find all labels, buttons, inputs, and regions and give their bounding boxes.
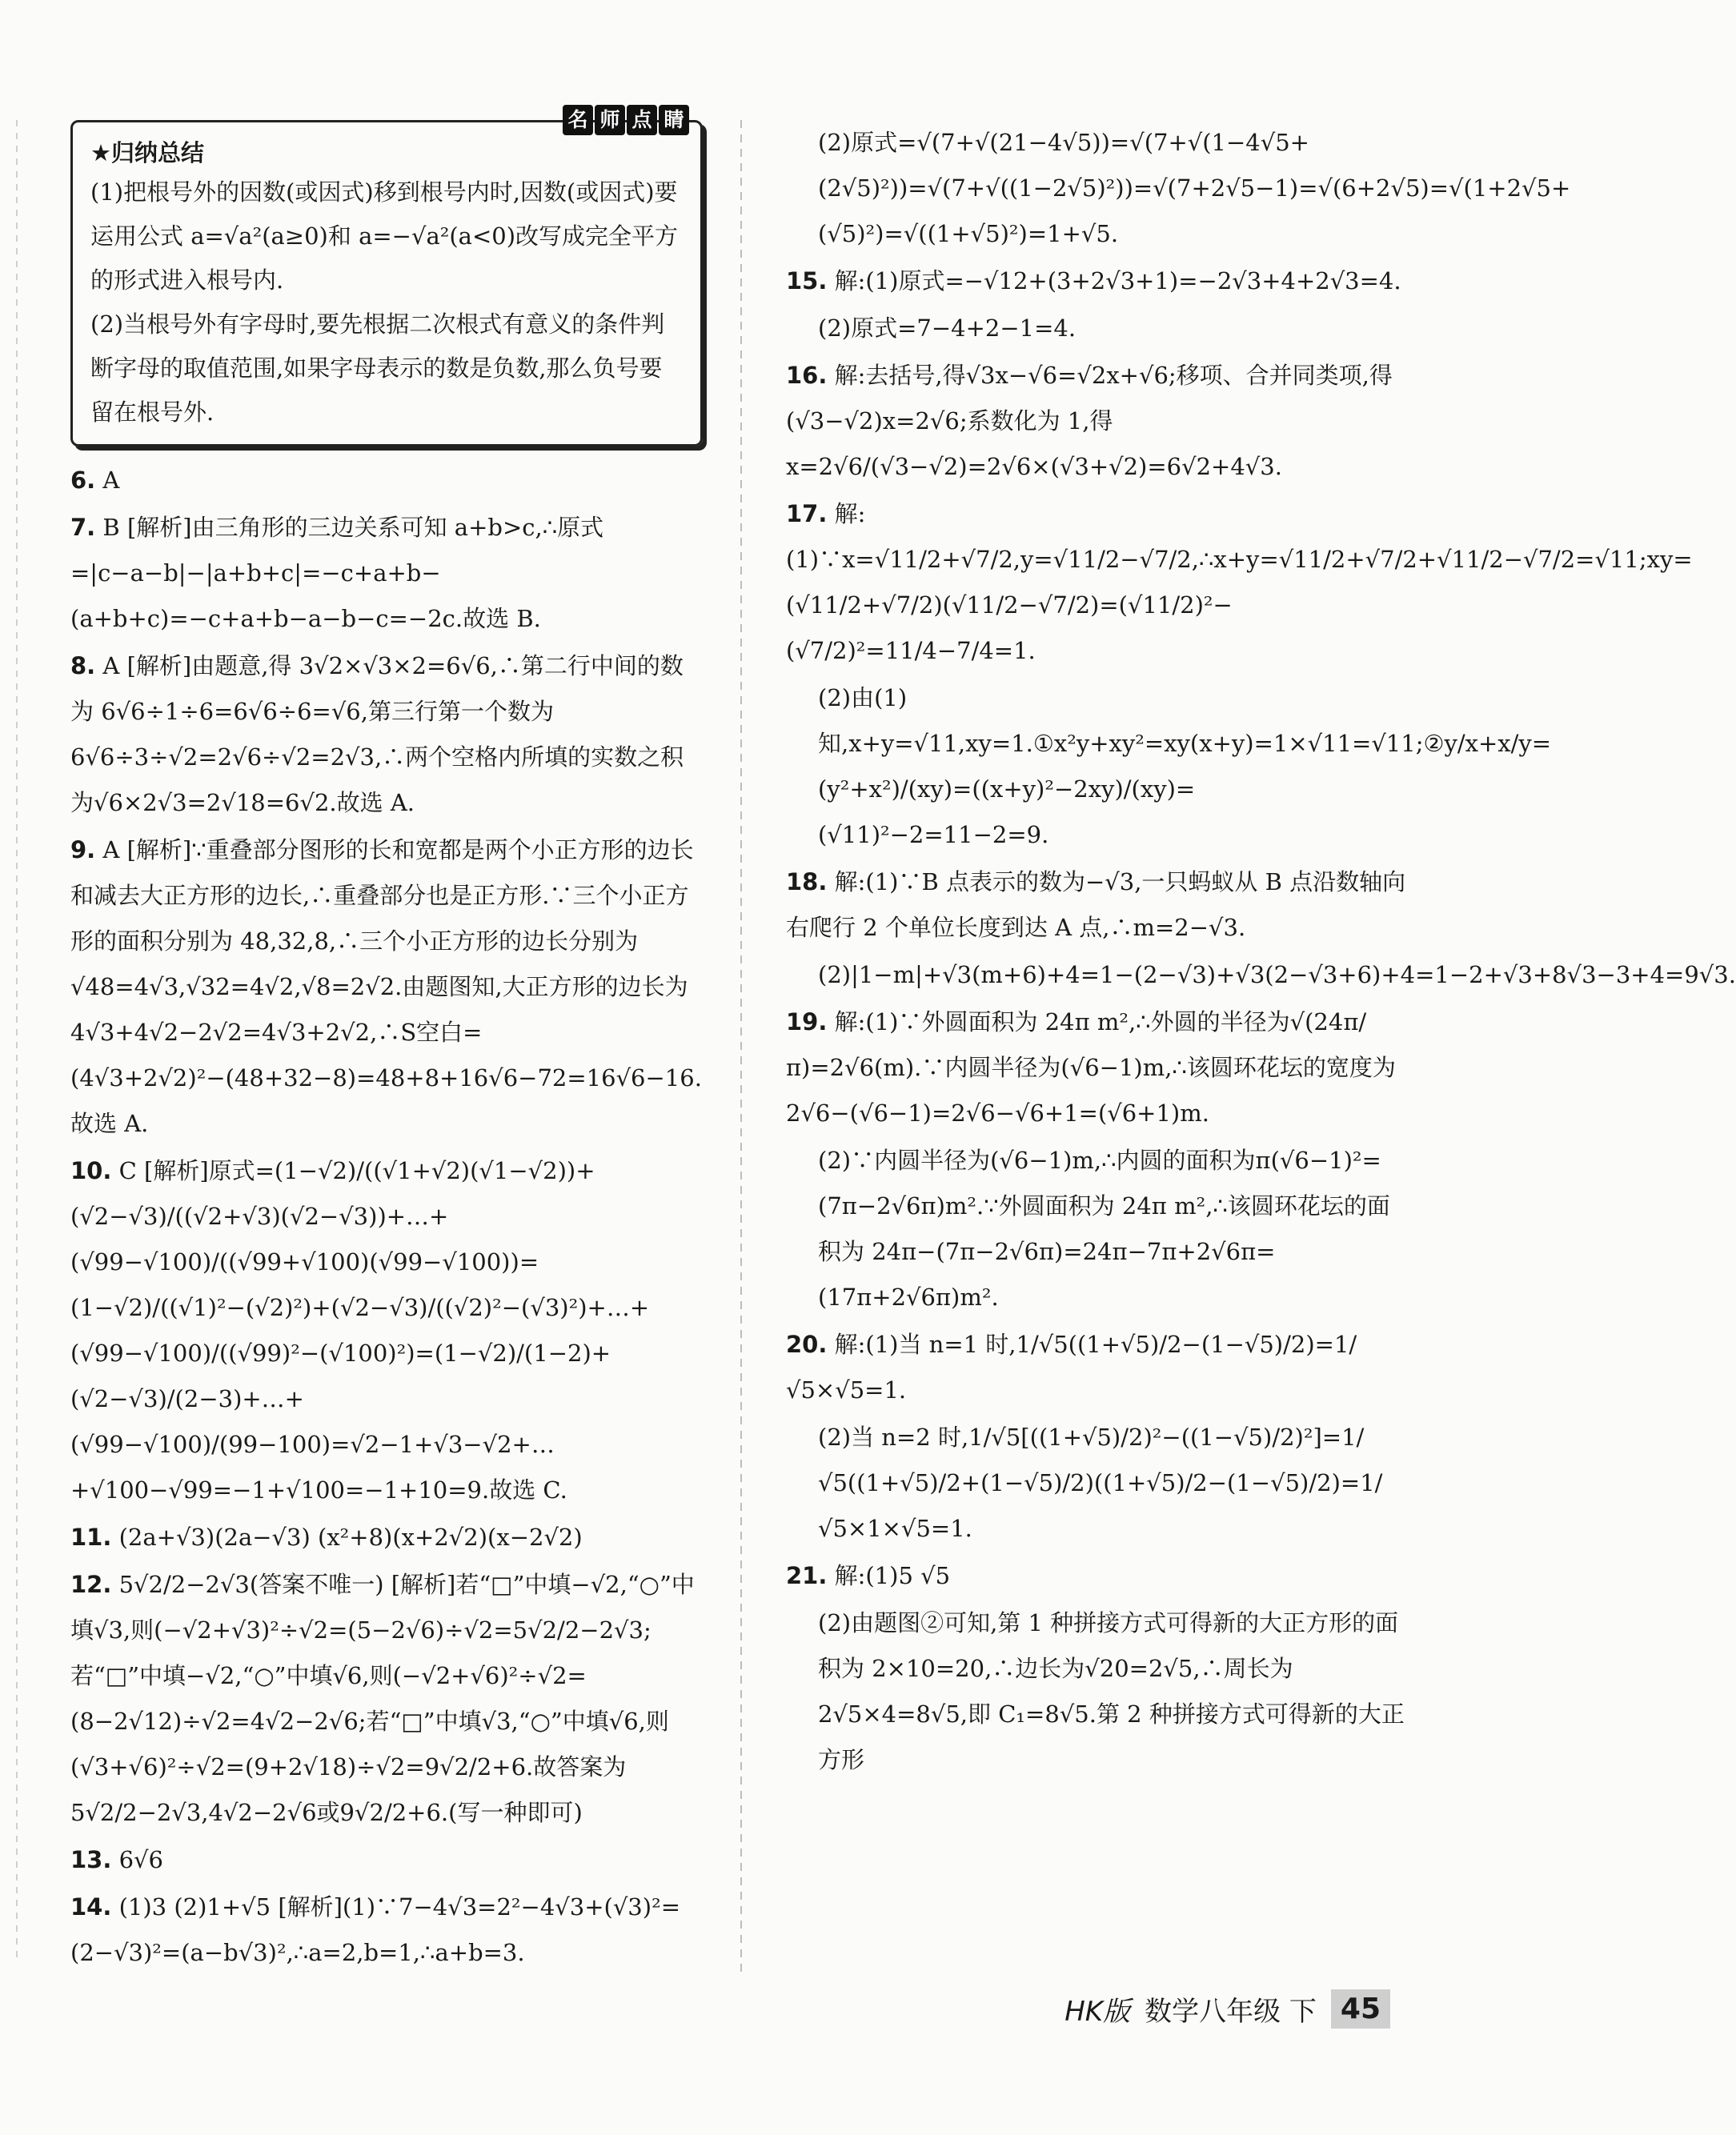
answer-text: 解:(1)∵B 点表示的数为−√3,一只蚂蚁从 B 点沿数轴向右爬行 2 个单位长度到达 A 点,∴m=2−√3. bbox=[786, 868, 1406, 941]
badge-char: 点 bbox=[627, 105, 657, 135]
question-number: 18. bbox=[786, 868, 828, 895]
question-number: 10. bbox=[70, 1157, 112, 1184]
left-column bbox=[70, 108, 703, 1977]
answer-item bbox=[786, 491, 1693, 674]
summary-para: (1)把根号外的因数(或因式)移到根号内时,因数(或因式)要运用公式 a=√a²(a≥0)和 a=−√a²(a<0)改写成完全平方的形式进入根号内. bbox=[90, 178, 679, 294]
answer-text: (1)3 (2)1+√5 [解析](1)∵7−4√3=2²−4√3+(√3)²=(2−√3)²=(a−b√3)²,∴a=2,b=1,∴a+b=3. bbox=[70, 1893, 680, 1966]
question-number: 6. bbox=[70, 467, 96, 494]
margin-rule bbox=[16, 120, 18, 1961]
summary-para: (2)当根号外有字母时,要先根据二次根式有意义的条件判断字母的取值范围,如果字母表示的数是负数,那么负号要留在根号外. bbox=[90, 310, 665, 426]
answer-text: B [解析]由三角形的三边关系可知 a+b>c,∴原式=|c−a−b|−|a+b+c|=−c+a+b−(a+b+c)=−c+a+b−a−b−c=−2c.故选 B. bbox=[70, 514, 604, 632]
answer-item bbox=[70, 1515, 703, 1560]
question-number: 9. bbox=[70, 836, 96, 863]
summary-title: ★归纳总结 bbox=[90, 139, 204, 166]
answer-item bbox=[786, 1322, 1410, 1413]
answer-text: (2)原式=7−4+2−1=4. bbox=[818, 314, 1076, 342]
question-number: 8. bbox=[70, 652, 96, 679]
page-number: 45 bbox=[1331, 1989, 1390, 2029]
question-number: 12. bbox=[70, 1571, 112, 1598]
answer-text: (2)原式=√(7+√(21−4√5))=√(7+√(1−4√5+(2√5)²))=√(7+√((1−2√5)²))=√(7+2√5−1)=√(6+2√5)=√(1+2√5+(√5)²)=√((1+√5)²)=1+√5. bbox=[818, 129, 1571, 247]
summary-badge bbox=[563, 105, 689, 135]
answer-item bbox=[786, 1138, 1410, 1320]
question-number: 7. bbox=[70, 514, 96, 541]
question-number: 19. bbox=[786, 1008, 828, 1035]
badge-char: 睛 bbox=[659, 105, 689, 135]
question-number: 14. bbox=[70, 1893, 112, 1921]
answer-text: 解:去括号,得√3x−√6=√2x+√6;移项、合并同类项,得(√3−√2)x=2√6;系数化为 1,得 x=2√6/(√3−√2)=2√6×(√3+√2)=6√2+4√3. bbox=[786, 362, 1393, 480]
left-answer-list bbox=[70, 458, 703, 1976]
answer-item bbox=[70, 1562, 703, 1836]
answer-text: 解:(1)当 n=1 时,1/√5((1+√5)/2−(1−√5)/2)=1/√5×√5=1. bbox=[786, 1331, 1357, 1404]
answer-item bbox=[70, 643, 703, 826]
answer-text: (2)当 n=2 时,1/√5[((1+√5)/2)²−((1−√5)/2)²]=1/√5((1+√5)/2+(1−√5)/2)((1+√5)/2−(1−√5)/2)=1/√5×1×√5=1. bbox=[818, 1424, 1383, 1542]
badge-char: 名 bbox=[563, 105, 593, 135]
answer-item bbox=[786, 353, 1410, 490]
question-number: 16. bbox=[786, 362, 828, 389]
answer-item bbox=[70, 458, 703, 503]
badge-char: 师 bbox=[595, 105, 625, 135]
answer-text: A bbox=[102, 467, 120, 494]
answer-item bbox=[786, 675, 1552, 858]
answer-item bbox=[786, 120, 1571, 257]
question-number: 11. bbox=[70, 1524, 112, 1551]
question-number: 15. bbox=[786, 267, 828, 294]
answer-text: (2)|1−m|+√3(m+6)+4=1−(2−√3)+√3(2−√3+6)+4=1−2+√3+8√3−3+4=9√3. bbox=[818, 961, 1736, 988]
answer-item bbox=[786, 999, 1410, 1136]
right-column bbox=[786, 120, 1736, 1785]
answer-text: (2)由题图②可知,第 1 种拼接方式可得新的大正方形的面积为 2×10=20,∴边长为√20=2√5,∴周长为2√5×4=8√5,即 C₁=8√5.第 2 种拼接方式可得新的大正方形 bbox=[818, 1609, 1405, 1773]
answer-item bbox=[786, 306, 1410, 351]
answer-item bbox=[786, 859, 1410, 951]
answer-text: A [解析]∵重叠部分图形的长和宽都是两个小正方形的边长和减去大正方形的边长,∴重叠部分也是正方形.∵三个小正方形的面积分别为 48,32,8,∴三个小正方形的边长分别为√48=4√3,√32=4√2,√8=2√2.由题图知,大正方形的边长为 4√3+4√2−2√2=4√3+2√2,∴S空白=(4√3+2√2)²−(48+32−8)=48+8+16√6−72=16√6−16.故选 A. bbox=[70, 836, 702, 1137]
page-footer bbox=[1064, 1989, 1390, 2029]
answer-text: 解:(1)5 √5 bbox=[834, 1562, 951, 1589]
answer-item bbox=[786, 1415, 1410, 1552]
answer-text: 解:(1)∵x=√11/2+√7/2,y=√11/2−√7/2,∴x+y=√11/2+√7/2+√11/2−√7/2=√11;xy=(√11/2+√7/2)(√11/2−√7/2)=(√11/2)²−(√7/2)²=11/4−7/4=1. bbox=[786, 500, 1693, 664]
answer-text: A [解析]由题意,得 3√2×√3×2=6√6,∴第二行中间的数为 6√6÷1÷6=6√6÷6=√6,第三行第一个数为 6√6÷3÷√2=2√6÷√2=2√3,∴两个空格内所填的实数之积为√6×2√3=2√18=6√2.故选 A. bbox=[70, 652, 684, 816]
grade-label: 数学八年级 下 bbox=[1145, 1996, 1317, 2028]
answer-text: 解:(1)原式=−√12+(3+2√3+1)=−2√3+4+2√3=4. bbox=[834, 267, 1401, 294]
answer-item bbox=[70, 1837, 703, 1883]
answer-item bbox=[70, 1148, 703, 1513]
question-number: 21. bbox=[786, 1562, 828, 1589]
answer-item bbox=[786, 1600, 1410, 1783]
answer-text: (2)由(1)知,x+y=√11,xy=1.①x²y+xy²=xy(x+y)=1×√11=√11;②y/x+x/y=(y²+x²)/(xy)=((x+y)²−2xy)/(xy)=(√11)²−2=11−2=9. bbox=[818, 684, 1552, 848]
edition-label: HK版 bbox=[1064, 1996, 1131, 2028]
answer-text: 6√6 bbox=[118, 1846, 163, 1873]
answer-text: 5√2/2−2√3(答案不唯一) [解析]若“□”中填−√2,“○”中填√3,则(−√2+√3)²÷√2=(5−2√6)÷√2=5√2/2−2√3;若“□”中填−√2,“○”中填√6,则(−√2+√6)²÷√2=(8−2√12)÷√2=4√2−2√6;若“□”中填√3,“○”中填√6,则(√3+√6)²÷√2=(9+2√18)÷√2=9√2/2+6.故答案为5√2/2−2√3,4√2−2√6或9√2/2+6.(写一种即可) bbox=[70, 1571, 695, 1826]
answer-text: (2a+√3)(2a−√3) (x²+8)(x+2√2)(x−2√2) bbox=[118, 1524, 583, 1551]
answer-item bbox=[70, 505, 703, 642]
question-number: 20. bbox=[786, 1331, 828, 1358]
answer-text: (2)∵内圆半径为(√6−1)m,∴内圆的面积为π(√6−1)²=(7π−2√6π)m².∵外圆面积为 24π m²,∴该圆环花坛的面积为 24π−(7π−2√6π)=24π−7π+2√6π=(17π+2√6π)m². bbox=[818, 1147, 1390, 1311]
answer-item bbox=[786, 952, 1736, 998]
answer-text: C [解析]原式=(1−√2)/((√1+√2)(√1−√2))+(√2−√3)/((√2+√3)(√2−√3))+…+(√99−√100)/((√99+√100)(√99−√100))=(1−√2)/((√1)²−(√2)²)+(√2−√3)/((√2)²−(√3)²)+…+(√99−√100)/((√99)²−(√100)²)=(1−√2)/(1−2)+(√2−√3)/(2−3)+…+(√99−√100)/(99−100)=√2−1+√3−√2+…+√100−√99=−1+√100=−1+10=9.故选 C. bbox=[70, 1157, 650, 1504]
answer-item bbox=[786, 1553, 1410, 1599]
answer-text: 解:(1)∵外圆面积为 24π m²,∴外圆的半径为√(24π/π)=2√6(m).∵内圆半径为(√6−1)m,∴该圆环花坛的宽度为2√6−(√6−1)=2√6−√6+1=(√6+1)m. bbox=[786, 1008, 1396, 1127]
answer-item bbox=[70, 1885, 703, 1976]
column-divider bbox=[740, 120, 742, 1977]
question-number: 13. bbox=[70, 1846, 112, 1873]
summary-box bbox=[70, 108, 703, 447]
answer-item bbox=[70, 827, 703, 1147]
answer-item bbox=[786, 258, 1410, 304]
right-answer-list bbox=[786, 120, 1736, 1783]
question-number: 17. bbox=[786, 500, 828, 527]
